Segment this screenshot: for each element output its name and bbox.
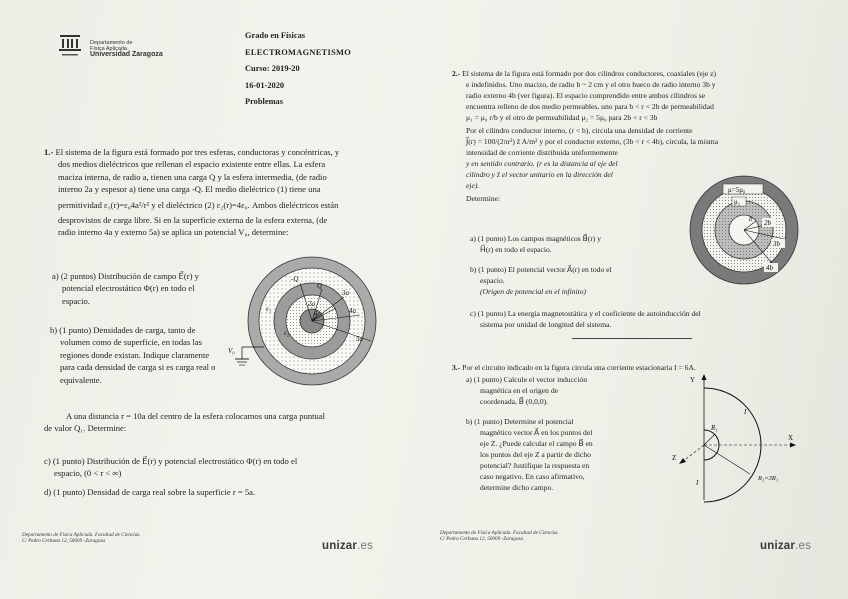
- label-a: a: [314, 309, 318, 317]
- label-Y: Y: [690, 376, 696, 384]
- university-logo-icon: [58, 34, 82, 60]
- label-Z: Z: [672, 454, 677, 462]
- left-footer-address: Departamento de Física Aplicada. Facultad de Ciencias. C/ Pedro Cerbuna 12, 50009 -Zaragoza: [22, 532, 141, 545]
- problem-2-part-a: a) (1 punto) Los campos magnéticos B⃗(r) y H⃗(r) en todo el espacio.: [470, 234, 602, 254]
- label-Q: Q: [317, 282, 323, 290]
- problem-1-extra: A una distancia r = 10a del centro de la esfera colocamos una carga puntual de valor Q₁. Determine:: [44, 411, 326, 434]
- university-name: Departamento de Física Aplicada Universidad Zaragoza: [90, 40, 163, 59]
- label-b: b: [749, 215, 753, 223]
- right-footer-address: Departamento de Física Aplicada. Facultad de Ciencias. C/ Pedro Cerbuna 12, 50009 -Zaragoza: [440, 530, 559, 543]
- figure-circuit: [664, 370, 814, 510]
- label-4a: 4a: [349, 307, 356, 315]
- label-mu1: μ₁: [734, 198, 741, 206]
- left-footer-brand: unizar.es: [322, 540, 374, 552]
- exam-header: Grado en Físicas ELECTROMAGNETISMO Curso: 2019-20 16-01-2020 Problemas: [245, 31, 352, 106]
- problem-1-intro: 1.- El sistema de la figura está formado por tres esferas, conductoras y concéntricas, y dos medios dieléctricos que rellenan el espacio existente entre ellas. La esfera maciza interna, de radio a, tienen una carga Q y la esfera intermedia, (de radio interno 2a y espesor a) tiene una carga -Q. El medio dieléctrico (1) tiene una permitividad ε₁(r)=ε₀4a²/r² y el dieléctrico (2) ε₂(r)=4ε₀. Ambos dieléctricos están desprovistos de carga libre. Si en la superficie externa de la esfera externa, (de radio interno 4a y externo 5a) se aplica un potencial V₀, determine:: [44, 147, 340, 238]
- problem-1-part-b: b) (1 punto) Densidades de carga, tanto de volumen como de superficie, en todas las regiones donde existan. Indique claramente para cada densidad de carga si es carga real o equivalente.: [50, 325, 216, 385]
- problem-2-part-b: b) (1 punto) El potencial vector A⃗(r) en todo el espacio. (Origen de potencial en el infinito): [470, 265, 612, 296]
- z-axis: [682, 445, 704, 462]
- label-5a: 5a: [356, 335, 363, 343]
- label-I-top: I: [744, 408, 747, 416]
- problem-1-part-c: c) (1 punto) Distribución de E⃗(r) y potencial electrostático Φ(r) en todo el espacio, (0 < r < ∞): [44, 456, 298, 479]
- label-3b: 3b: [773, 240, 780, 248]
- label-negQ: -Q: [291, 275, 299, 283]
- figure-coaxial-cylinders: [676, 172, 806, 287]
- problem-2-intro: 2.- El sistema de la figura está formado por dos cilindros conductores, coaxiales (eje z) e indefinidos. Uno macizo, de radio b ~ 2 cm y el otro hueco de radio interno 3b y radio externo 4b (ver figura). El espacio comprendido entre ambos cilindros se encuentra relleno de dos medio permeables, uno para b < r < 2b de permeabilidad μ₁ = μ₀ r/b y el otro de permeabilidad μ₂ = 5μ₀ para 2b < r < 3b Por el cilindro conductor interno, (r < b), circula una densidad de corriente J⃗(r) = 100/(2πr²) ẑ A/m² y por el conductor externo, (3b < r < 4b), circula, la misma intensidad de corriente distribuida uniformemente y en sentido contrario. (r es la distancia al eje del cilindro y ẑ el vector unitario en la dirección del eje). Determine:: [452, 69, 719, 203]
- problem-2-part-c: c) (1 punto) La energía magnetostática y el coeficiente de autoinducción del sistema por unidad de longitud del sistema.: [470, 309, 701, 329]
- label-2b: 2b: [764, 219, 771, 227]
- right-page: [424, 0, 848, 599]
- problem-3-intro: 3.- Por el circuito indicado en la figura circula una corriente estacionaria I = 6A.: [452, 363, 696, 372]
- label-eps2: ε₂: [284, 329, 290, 337]
- problem-1-part-d: d) (1 punto) Densidad de carga real sobre la superficie r = 5a.: [44, 487, 256, 497]
- label-2a: 2a: [308, 300, 315, 308]
- problem-1-part-a: a) (2 puntos) Distribución de campo E⃗(r) y potencial electrostático Φ(r) en todo el espacio.: [52, 271, 199, 306]
- divider: [572, 338, 692, 339]
- right-footer-brand: unizar.es: [760, 540, 812, 552]
- problem-3-part-a: a) (1 punto) Calcule el vector inducción magnética en el origen de coordenada, B⃗ (0,0,0).: [466, 375, 588, 406]
- label-eps1: ε₁: [266, 305, 272, 313]
- label-R2: R₂=3R₁: [758, 475, 779, 482]
- label-V0: V₀: [228, 347, 235, 355]
- outer-arc: [704, 388, 761, 502]
- problem-3-part-b: b) (1 punto) Determine el potencial magnético vector A⃗ en los puntos del eje Z. ¿Puede calcular el campo B⃗ en los puntos del eje Z a partir de dicho potencial? Justifique la respuesta en caso negativo. En caso afirmativo, determine dicho campo.: [466, 417, 593, 492]
- label-I-bottom: I: [696, 479, 699, 487]
- label-R1: R₁: [711, 424, 718, 432]
- label-X: X: [788, 434, 794, 442]
- label-3a: 3a: [342, 289, 349, 297]
- label-4b: 4b: [766, 264, 773, 272]
- figure-concentric-spheres: [228, 255, 382, 390]
- label-mu2: μ=5μ₀: [728, 186, 746, 194]
